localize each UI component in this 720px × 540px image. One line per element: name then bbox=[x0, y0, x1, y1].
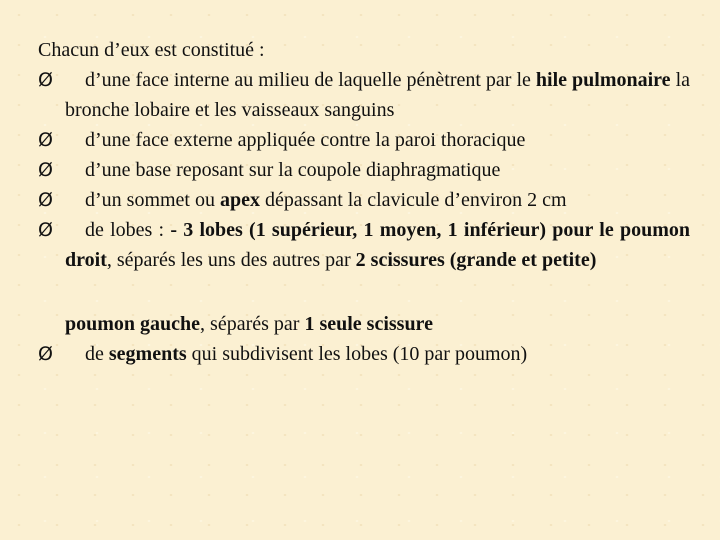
arrow-bullet-icon: Ø bbox=[38, 219, 53, 241]
bullet-text: d’une base reposant sur la coupole diaphragmatique bbox=[85, 159, 501, 181]
intro-text: Chacun d’eux est constitué : bbox=[38, 39, 265, 61]
list-item-base bbox=[38, 155, 690, 185]
list-item-sommet bbox=[38, 185, 690, 215]
arrow-bullet-icon: Ø bbox=[38, 69, 53, 91]
bold-term: apex bbox=[220, 189, 260, 211]
bold-term: hile pulmonaire bbox=[535, 69, 671, 91]
bullet-text: qui subdivisent les lobes (10 par poumon) bbox=[186, 343, 528, 365]
bullet-text: de lobes : bbox=[85, 219, 171, 241]
bold-term: segments bbox=[108, 343, 187, 365]
list-item-lobes bbox=[38, 215, 690, 275]
arrow-bullet-icon: Ø bbox=[38, 189, 53, 211]
bullet-text: d’une face externe appliquée contre la paroi thoracique bbox=[85, 129, 526, 151]
bullet-text: de bbox=[85, 343, 109, 365]
bullet-text: , séparés par bbox=[200, 313, 305, 335]
bullet-text: la bronche lobaire et les vaisseaux sanguins bbox=[65, 69, 690, 121]
list-item-face-interne bbox=[38, 65, 690, 125]
slide-content bbox=[38, 35, 690, 369]
arrow-bullet-icon: Ø bbox=[38, 129, 53, 151]
bold-term: poumon gauche bbox=[65, 313, 201, 335]
list-item-face-externe bbox=[38, 125, 690, 155]
bold-term: 1 seule scissure bbox=[304, 313, 433, 335]
bullet-text: d’un sommet ou bbox=[85, 189, 220, 211]
spacer bbox=[38, 275, 690, 309]
lobes-continuation bbox=[38, 309, 690, 339]
list-item-segments bbox=[38, 339, 690, 369]
bullet-text: , séparés les uns des autres par bbox=[106, 249, 356, 271]
arrow-bullet-icon: Ø bbox=[38, 343, 53, 365]
bold-term: - 3 lobes (1 supérieur, 1 moyen, 1 inférieur) pour le poumon droit bbox=[65, 219, 690, 271]
arrow-bullet-icon: Ø bbox=[38, 159, 53, 181]
bullet-text: d’une face interne au milieu de laquelle pénètrent par le bbox=[85, 69, 536, 91]
bullet-text: dépassant la clavicule d’environ 2 cm bbox=[260, 189, 567, 211]
bold-term: 2 scissures (grande et petite) bbox=[355, 249, 597, 271]
